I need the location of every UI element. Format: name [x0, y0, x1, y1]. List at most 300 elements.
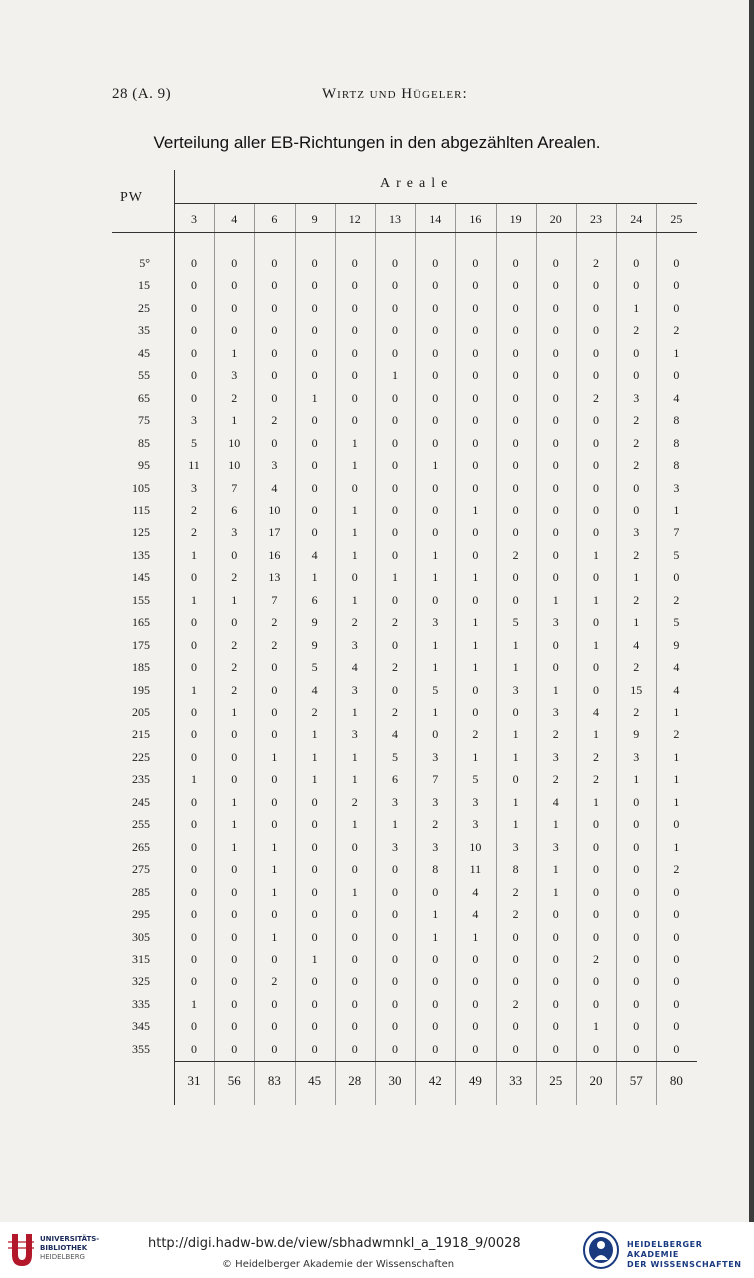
table-cell: 0: [311, 323, 318, 338]
table-cell: 0: [432, 502, 439, 517]
table-cell: 1: [472, 929, 479, 944]
table-cell: 1: [552, 592, 559, 607]
table-cell: 4: [311, 682, 318, 697]
table-cell: 0: [231, 323, 238, 338]
table-cell: 2: [512, 907, 519, 922]
table-cell: 1: [432, 458, 439, 473]
table-cell: 0: [392, 525, 398, 540]
column-total: 56: [227, 1073, 241, 1088]
table-cell: 0: [432, 974, 439, 989]
table-cell: 0: [633, 480, 640, 495]
table-cell: 0: [351, 1041, 358, 1056]
table-cell: 1: [311, 727, 318, 742]
table-cell: 0: [593, 615, 599, 630]
table-cell: 2: [271, 413, 278, 428]
table-cell: 0: [633, 884, 640, 899]
column-total: 83: [267, 1073, 281, 1088]
pw-value: 65: [138, 390, 150, 405]
column-divider-line: [295, 204, 296, 1105]
table-cell: 2: [552, 772, 559, 787]
table-cell: 1: [593, 637, 599, 652]
table-cell: 0: [593, 1041, 599, 1056]
table-cell: 0: [351, 839, 358, 854]
table-cell: 9: [311, 615, 318, 630]
areale-underline: [174, 203, 697, 204]
table-cell: 1: [593, 794, 599, 809]
column-total: 30: [388, 1073, 402, 1088]
table-cell: 4: [673, 682, 680, 697]
column-divider-line: [335, 204, 336, 1105]
table-cell: 1: [552, 817, 559, 832]
table-cell: 0: [271, 682, 278, 697]
pw-value: 95: [138, 458, 150, 473]
table-cell: 0: [351, 1019, 358, 1034]
table-cell: 2: [512, 996, 519, 1011]
table-cell: 0: [311, 1041, 318, 1056]
table-cell: 0: [432, 525, 439, 540]
table-cell: 0: [392, 974, 398, 989]
table-cell: 15: [630, 682, 643, 697]
table-cell: 2: [392, 705, 398, 719]
table-cell: 1: [351, 458, 358, 473]
table-cell: 0: [552, 502, 559, 517]
table-cell: 2: [392, 660, 398, 675]
table-cell: 2: [673, 727, 680, 742]
table-cell: 5: [432, 682, 439, 697]
table-cell: 3: [633, 525, 640, 540]
table-cell: 0: [311, 817, 318, 832]
table-cell: 4: [271, 480, 278, 495]
table-cell: 1: [392, 570, 398, 585]
pw-value: 135: [132, 547, 150, 562]
table-cell: 0: [633, 502, 640, 517]
header-rule: [112, 232, 697, 233]
table-cell: 7: [271, 592, 278, 607]
table-cell: 0: [552, 1041, 559, 1056]
table-cell: 1: [472, 570, 479, 585]
table-cell: 0: [231, 1019, 238, 1034]
column-divider-line: [576, 204, 577, 1105]
table-cell: 0: [673, 256, 680, 270]
table-cell: 0: [311, 368, 318, 383]
table-cell: 0: [472, 278, 479, 293]
table-cell: 0: [392, 278, 398, 293]
table-cell: 0: [392, 1041, 398, 1056]
table-cell: 0: [271, 256, 278, 270]
table-cell: 0: [472, 996, 479, 1011]
table-cell: 0: [432, 951, 439, 966]
pw-value: 5°: [139, 256, 150, 270]
table-cell: 0: [593, 907, 599, 922]
column-divider-line: [455, 204, 456, 1105]
pw-value: 315: [132, 951, 150, 966]
table-cell: 0: [392, 1019, 398, 1034]
author-names: Wirtz und Hügeler:: [322, 86, 468, 102]
footer-bar: [0, 1222, 754, 1278]
table-cell: 0: [191, 862, 197, 877]
table-cell: 5: [472, 772, 479, 787]
table-cell: 7: [432, 772, 439, 787]
table-cell: 0: [351, 368, 358, 383]
table-cell: 0: [593, 660, 599, 675]
table-cell: 0: [633, 256, 640, 270]
table-cell: 1: [472, 749, 479, 764]
table-cell: 1: [351, 817, 358, 832]
table-cell: 2: [633, 413, 640, 428]
table-cell: 0: [191, 884, 197, 899]
table-cell: 0: [472, 390, 479, 405]
table-cell: 0: [593, 929, 599, 944]
table-cell: 2: [472, 727, 479, 742]
pw-value: 295: [132, 907, 150, 922]
table-cell: 3: [673, 480, 680, 495]
table-cell: 7: [231, 480, 238, 495]
areale-header: Areale: [380, 176, 454, 191]
table-cell: 0: [351, 300, 358, 315]
table-cell: 1: [593, 592, 599, 607]
table-cell: 4: [472, 884, 479, 899]
table-cell: 3: [351, 637, 358, 652]
table-cell: 0: [191, 615, 197, 630]
column-header: 9: [311, 212, 318, 226]
table-cell: 0: [512, 413, 519, 428]
table-cell: 0: [271, 368, 278, 383]
table-cell: 0: [311, 502, 318, 517]
table-cell: 0: [271, 817, 278, 832]
table-cell: 4: [311, 547, 318, 562]
table-cell: 0: [512, 345, 519, 360]
table-cell: 2: [552, 727, 559, 742]
table-cell: 4: [392, 727, 398, 742]
column-divider-line: [375, 204, 376, 1105]
table-cell: 2: [633, 705, 640, 719]
table-cell: 0: [512, 368, 519, 383]
table-cell: 1: [271, 929, 278, 944]
table-cell: 0: [432, 256, 439, 270]
table-cell: 0: [311, 458, 318, 473]
table-cell: 0: [231, 996, 238, 1011]
pw-column-header: PW: [120, 190, 143, 205]
column-total: 31: [187, 1073, 201, 1088]
column-divider-line: [536, 204, 537, 1105]
university-library-name: UNIVERSITÄTS- BIBLIOTHEK HEIDELBERG: [40, 1235, 100, 1261]
table-cell: 0: [351, 345, 358, 360]
table-cell: 0: [311, 996, 318, 1011]
pw-value: 255: [132, 817, 150, 832]
table-cell: 0: [392, 592, 398, 607]
pw-value: 205: [132, 705, 150, 719]
table-cell: 0: [512, 592, 519, 607]
table-cell: 3: [191, 413, 197, 428]
table-cell: 0: [191, 570, 197, 585]
table-cell: 0: [673, 817, 680, 832]
table-cell: 1: [552, 884, 559, 899]
table-cell: 0: [432, 1019, 439, 1034]
table-cell: 8: [512, 862, 519, 877]
column-header: 4: [231, 212, 238, 226]
table-cell: 0: [311, 278, 318, 293]
table-cell: 2: [512, 884, 519, 899]
table-cell: 0: [432, 278, 439, 293]
column-header: 24: [630, 212, 643, 226]
table-cell: 1: [512, 817, 519, 832]
table-cell: 0: [673, 907, 680, 922]
table-cell: 0: [392, 256, 398, 270]
table-cell: 0: [231, 615, 238, 630]
table-cell: 0: [552, 413, 559, 428]
table-cell: 9: [673, 637, 680, 652]
table-cell: 0: [593, 300, 599, 315]
table-cell: 1: [673, 749, 680, 764]
pw-value: 335: [132, 996, 150, 1011]
table-cell: 0: [191, 907, 197, 922]
table-cell: 0: [552, 1019, 559, 1034]
table-cell: 1: [432, 660, 439, 675]
table-cell: 2: [593, 256, 599, 270]
table-cell: 0: [271, 727, 278, 742]
pw-value: 195: [132, 682, 150, 697]
table-cell: 1: [512, 637, 519, 652]
table-cell: 1: [351, 547, 358, 562]
table-cell: 0: [432, 368, 439, 383]
table-cell: 0: [191, 323, 197, 338]
table-cell: 2: [271, 974, 278, 989]
table-cell: 2: [593, 772, 599, 787]
table-cell: 0: [512, 323, 519, 338]
table-cell: 4: [633, 637, 640, 652]
table-cell: 3: [512, 682, 519, 697]
table-cell: 3: [271, 458, 278, 473]
table-cell: 1: [552, 682, 559, 697]
table-cell: 0: [593, 817, 599, 832]
table-cell: 0: [472, 1041, 479, 1056]
table-cell: 0: [392, 390, 398, 405]
table-cell: 0: [512, 951, 519, 966]
table-cell: 0: [633, 996, 640, 1011]
table-cell: 0: [552, 458, 559, 473]
table-cell: 0: [472, 458, 479, 473]
table-cell: 0: [271, 794, 278, 809]
table-cell: 0: [311, 413, 318, 428]
table-cell: 0: [311, 839, 318, 854]
table-cell: 1: [392, 368, 398, 383]
table-cell: 0: [593, 839, 599, 854]
table-cell: 0: [593, 682, 599, 697]
table-cell: 2: [231, 682, 238, 697]
column-total: 42: [428, 1073, 442, 1088]
table-cell: 0: [231, 547, 238, 562]
table-cell: 1: [231, 592, 238, 607]
column-header: 16: [469, 212, 482, 226]
table-cell: 1: [231, 413, 238, 428]
table-cell: 0: [552, 951, 559, 966]
column-header: 25: [670, 212, 683, 226]
table-cell: 0: [512, 570, 519, 585]
table-cell: 0: [472, 323, 479, 338]
pw-value: 85: [138, 435, 150, 450]
table-cell: 0: [673, 929, 680, 944]
table-cell: 0: [311, 480, 318, 495]
table-cell: 0: [392, 323, 398, 338]
table-cell: 0: [512, 1041, 519, 1056]
table-cell: 0: [633, 345, 640, 360]
table-cell: 3: [552, 705, 559, 719]
table-cell: 0: [191, 929, 197, 944]
table-cell: 0: [552, 256, 559, 270]
pw-value: 175: [132, 637, 150, 652]
pw-value: 55: [138, 368, 150, 383]
table-cell: 0: [271, 907, 278, 922]
table-cell: 1: [472, 637, 479, 652]
table-cell: 0: [392, 682, 398, 697]
table-cell: 3: [351, 682, 358, 697]
table-cell: 1: [231, 345, 238, 360]
table-cell: 1: [311, 390, 318, 405]
table-cell: 9: [311, 637, 318, 652]
table-cell: 0: [392, 435, 398, 450]
table-cell: 2: [191, 502, 197, 517]
table-cell: 0: [432, 592, 439, 607]
table-cell: 0: [191, 1041, 197, 1056]
table-cell: 2: [392, 615, 398, 630]
table-cell: 1: [673, 345, 680, 360]
table-cell: 0: [472, 480, 479, 495]
table-cell: 0: [673, 884, 680, 899]
table-cell: 1: [673, 705, 680, 719]
column-total: 80: [669, 1073, 683, 1088]
table-cell: 0: [271, 435, 278, 450]
pw-value: 155: [132, 592, 150, 607]
pw-value: 355: [132, 1041, 150, 1056]
table-cell: 1: [191, 682, 197, 697]
table-cell: 4: [673, 390, 680, 405]
table-cell: 8: [432, 862, 439, 877]
table-cell: 5: [392, 749, 398, 764]
table-cell: 0: [392, 413, 398, 428]
academy-name: HEIDELBERGER AKADEMIE DER WISSENSCHAFTEN: [627, 1240, 742, 1269]
table-cell: 2: [593, 951, 599, 966]
table-cell: 8: [673, 435, 680, 450]
table-cell: 0: [191, 660, 197, 675]
table-cell: 0: [191, 839, 197, 854]
table-cell: 0: [512, 502, 519, 517]
table-cell: 3: [512, 839, 519, 854]
pw-value: 285: [132, 884, 150, 899]
table-cell: 1: [351, 749, 358, 764]
table-cell: 0: [351, 951, 358, 966]
table-cell: 0: [512, 256, 519, 270]
table-cell: 0: [472, 592, 479, 607]
table-cell: 0: [673, 996, 680, 1011]
table-cell: 0: [311, 435, 318, 450]
table-cell: 0: [472, 1019, 479, 1034]
pw-value: 35: [138, 323, 150, 338]
table-cell: 4: [593, 705, 599, 719]
table-cell: 0: [231, 256, 238, 270]
table-cell: 1: [472, 502, 479, 517]
table-cell: 0: [231, 727, 238, 742]
table-cell: 0: [392, 907, 398, 922]
pw-value: 275: [132, 862, 150, 877]
table-cell: 0: [512, 278, 519, 293]
pw-value: 345: [132, 1019, 150, 1034]
table-cell: 3: [231, 525, 238, 540]
table-cell: 2: [593, 390, 599, 405]
table-cell: 0: [351, 480, 358, 495]
pw-value: 145: [132, 570, 150, 585]
table-cell: 0: [271, 1041, 278, 1056]
table-cell: 0: [552, 390, 559, 405]
table-cell: 0: [633, 907, 640, 922]
table-cell: 5: [191, 435, 197, 450]
table-cell: 0: [512, 705, 519, 719]
pw-value: 225: [132, 749, 150, 764]
permalink-url[interactable]: http://digi.hadw-bw.de/view/sbhadwmnkl_a_1918_9/0028: [148, 1236, 521, 1251]
pw-value: 325: [132, 974, 150, 989]
table-cell: 8: [673, 458, 680, 473]
table-cell: 2: [271, 637, 278, 652]
table-cell: 0: [432, 884, 439, 899]
table-cell: 0: [673, 300, 680, 315]
table-cell: 4: [351, 660, 358, 675]
table-cell: 0: [432, 996, 439, 1011]
table-cell: 0: [673, 570, 680, 585]
table-cell: 1: [271, 749, 278, 764]
table-cell: 0: [633, 794, 640, 809]
table-cell: 2: [633, 660, 640, 675]
pw-value: 165: [132, 615, 150, 630]
table-cell: 0: [392, 996, 398, 1011]
table-cell: 5: [673, 547, 680, 562]
table-cell: 8: [673, 413, 680, 428]
pw-value: 45: [138, 345, 150, 360]
table-cell: 0: [593, 480, 599, 495]
table-cell: 1: [633, 570, 640, 585]
table-cell: 1: [593, 727, 599, 742]
table-cell: 0: [392, 345, 398, 360]
table-title: Verteilung aller EB-Richtungen in den abgezählten Arealen.: [153, 133, 601, 152]
table-cell: 1: [351, 502, 358, 517]
table-cell: 1: [311, 749, 318, 764]
table-cell: 0: [191, 278, 197, 293]
table-cell: 1: [191, 772, 197, 787]
table-cell: 0: [593, 368, 599, 383]
table-cell: 0: [673, 974, 680, 989]
table-cell: 0: [552, 929, 559, 944]
table-cell: 0: [512, 480, 519, 495]
table-cell: 0: [472, 705, 479, 719]
table-cell: 2: [432, 817, 439, 832]
table-cell: 0: [392, 637, 398, 652]
table-cell: 0: [311, 862, 318, 877]
table-cell: 5: [311, 660, 318, 675]
table-cell: 16: [268, 547, 281, 562]
table-cell: 0: [432, 413, 439, 428]
table-cell: 0: [472, 368, 479, 383]
table-cell: 11: [469, 862, 482, 877]
table-cell: 3: [633, 749, 640, 764]
table-cell: 0: [472, 413, 479, 428]
table-cell: 0: [512, 974, 519, 989]
table-cell: 2: [311, 705, 318, 719]
table-cell: 0: [552, 278, 559, 293]
table-cell: 0: [191, 637, 197, 652]
table-cell: 0: [512, 525, 519, 540]
table-cell: 3: [392, 794, 398, 809]
table-cell: 9: [633, 727, 640, 742]
table-cell: 0: [552, 637, 559, 652]
table-cell: 4: [552, 794, 559, 809]
